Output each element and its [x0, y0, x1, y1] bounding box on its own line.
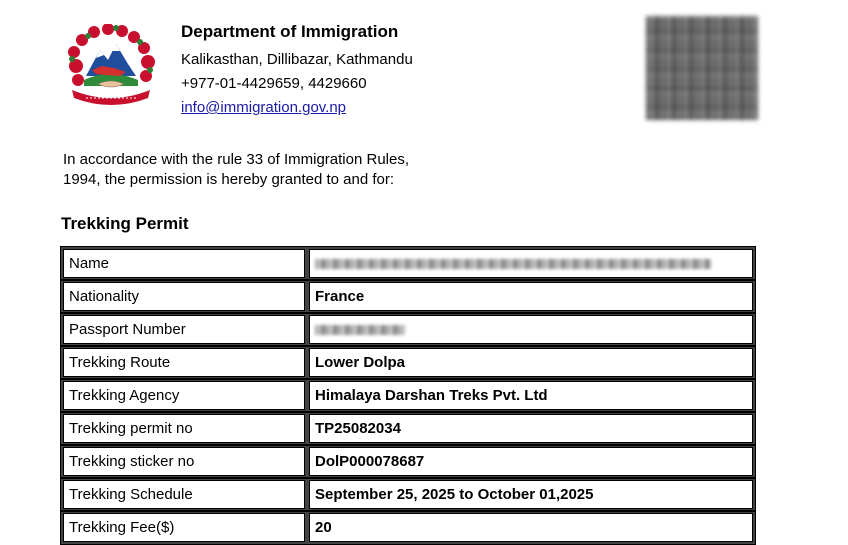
- row-label: Trekking Fee($): [61, 511, 307, 544]
- row-value: 20: [307, 511, 755, 544]
- org-email-link[interactable]: info@immigration.gov.np: [181, 99, 347, 116]
- row-value: TP25082034: [307, 412, 755, 445]
- header-block: [181, 22, 413, 120]
- permit-table: [60, 246, 756, 545]
- row-value: DolP000078687: [307, 445, 755, 478]
- row-label: Trekking permit no: [61, 412, 307, 445]
- table-row: [61, 313, 755, 346]
- intro-line-1: In accordance with the rule 33 of Immigration Rules,: [63, 151, 410, 168]
- row-label: Name: [61, 247, 307, 280]
- intro-text: [63, 150, 463, 190]
- nepal-emblem-icon: [62, 24, 160, 110]
- row-value: Lower Dolpa: [307, 346, 755, 379]
- org-phone: +977-01-4429659, 4429660: [181, 75, 367, 92]
- row-value: Himalaya Darshan Treks Pvt. Ltd: [307, 379, 755, 412]
- row-value-redacted: [307, 313, 755, 346]
- table-row: [61, 478, 755, 511]
- row-label: Passport Number: [61, 313, 307, 346]
- row-value: September 25, 2025 to October 01,2025: [307, 478, 755, 511]
- row-label: Trekking Agency: [61, 379, 307, 412]
- row-value-redacted: [307, 247, 755, 280]
- row-label: Trekking Route: [61, 346, 307, 379]
- table-row: [61, 280, 755, 313]
- intro-line-2: 1994, the permission is hereby granted to and for:: [63, 171, 395, 188]
- row-value: France: [307, 280, 755, 313]
- row-label: Nationality: [61, 280, 307, 313]
- qr-code-icon: [646, 16, 758, 120]
- table-row: [61, 346, 755, 379]
- row-label: Trekking sticker no: [61, 445, 307, 478]
- org-name: Department of Immigration: [181, 22, 399, 41]
- table-row: [61, 379, 755, 412]
- row-label: Trekking Schedule: [61, 478, 307, 511]
- org-address: Kalikasthan, Dillibazar, Kathmandu: [181, 51, 413, 68]
- table-row: [61, 445, 755, 478]
- section-title: Trekking Permit: [61, 214, 189, 233]
- table-row: [61, 412, 755, 445]
- table-row: [61, 511, 755, 544]
- table-row: [61, 247, 755, 280]
